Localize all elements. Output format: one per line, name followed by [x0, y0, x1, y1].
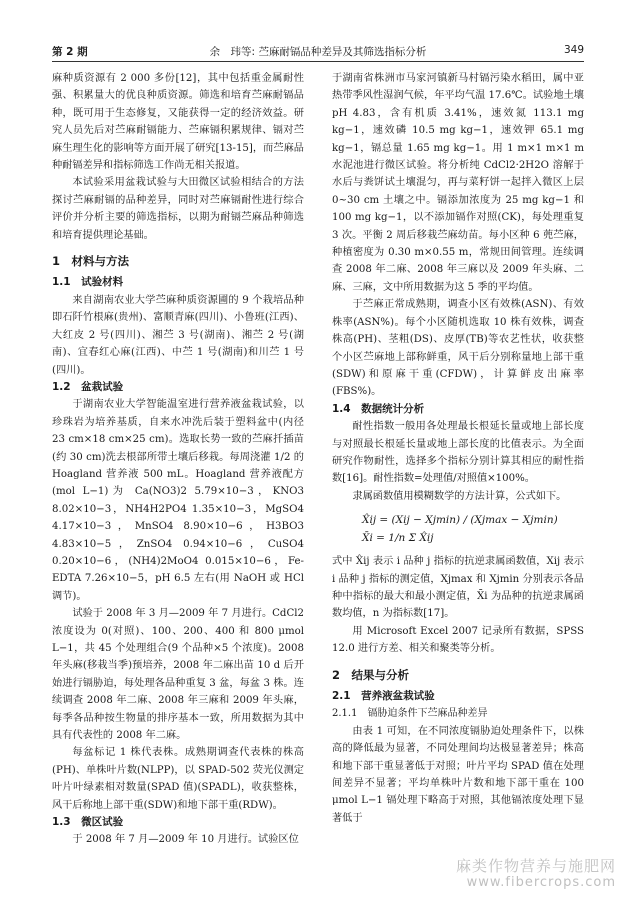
issue-label: 第 2 期 [52, 46, 88, 58]
membership-function-formula: X̂ij = (Xij − Xjmin) / (Xjmax − Xjmin) X̄i = 1/n Σ X̂ij [362, 514, 579, 545]
paragraph: 每盆标记 1 株代表株。成熟期调查代表株的株高(PH)、单株叶片数(NLPP)，以 SPAD-502 荧光仪测定叶片叶绿素相对数量(SPAD 值)(SPADL)，收获整株，风干后称地上部干重(SDW)和地下部干重(RDW)。 [52, 747, 304, 811]
paragraph: 麻种质资源有 2 000 多份[12]，其中包括重金属耐性强、积累量大的优良种质资源。筛选和培育苎麻耐镉品种，既可用于生态修复，又能获得一定的经济效益。研究人员先后对苎麻耐镉能力、苎麻镉积累规律、镉对苎麻生理生化的影响等方面开展了研究[13-15]，而苎麻品种耐镉差异和指标筛选工作尚无相关报道。 [52, 73, 304, 172]
paragraph: 隶属函数值用模糊数学的方法计算，公式如下。 [352, 490, 567, 502]
watermark-title: 麻类作物营养与施肥网 [455, 857, 616, 875]
paragraph: 来自湖南农业大学苎麻种质资源圃的 9 个栽培品种即石阡竹根麻(贵州)、富顺青麻(四川)、小鲁班(江西)、大红皮 2 号(四川)、湘苎 3 号(湖南)、湘苎 2 号(湖南)、宜春红心麻(江西)、中苎 1 号(湖南)和川苎 1 号(四川)。 [52, 294, 304, 376]
paragraph: 本试验采用盆栽试验与大田微区试验相结合的方法探讨苎麻耐镉的品种差异，同时对苎麻镉耐性进行综合评价并分析主要的筛选指标，以期为耐镉苎麻品种筛选和培育提供理论基础。 [52, 177, 304, 241]
subsection-heading: 1.2 盆栽试验 [52, 380, 124, 393]
subsection-heading: 2.1 营养液盆栽试验 [332, 690, 435, 702]
section-heading: 2 结果与分析 [332, 667, 410, 682]
paragraph: 由表 1 可知，在不同浓度镉胁迫处理条件下，以株高的降低最为显著，不同处理间均达极显著差异；株高和地下部干重显著低于对照；叶片平均 SPAD 值在处理间差异不显著；平均单株叶片数和地下部干重在 100 μmol L−1 镉处理下略高于对照，其他镉浓度处理下显著低于 [332, 725, 584, 824]
section-heading: 1 材料与方法 [52, 254, 130, 269]
right-column [332, 70, 584, 827]
paragraph: 用 Microsoft Excel 2007 记录所有数据，SPSS 12.0 进行方差、相关和聚类等分析。 [332, 625, 584, 655]
watermark-url: www.fibercrops.com [466, 875, 616, 890]
paragraph: 于湖南农业大学智能温室进行营养液盆栽试验，以珍珠岩为培养基质，自来水冲洗后装于塑料盆中(内径 23 cm×18 cm×25 cm)。选取长势一致的苎麻扦插苗(约 30 cm)洗去根部所带土壤后移栽。每周浇灌 1/2 的 Hoagland 营养液 500 mL。Hoagland 营养液配方(mol L−1)为 Ca(NO3)2 5.79×10−3，KNO3 8.02×10−3，NH4H2PO4 1.35×10−3，MgSO4 4.17×10−3，MnSO4 8.90×10−6，H3BO3 4.83×10−5，ZnSO4 0.94×10−6，CuSO4 0.20×10−6，(NH4)2MoO4 0.015×10−6，Fe-EDTA 7.26×10−5，pH 6.5 左右(用 NaOH 或 HCl 调节)。 [52, 399, 304, 602]
site-watermark [386, 857, 616, 893]
paragraph: 于湖南省株洲市马家河镇新马村镉污染水稻田，属中亚热带季风性湿润气候，年平均气温 17.6℃。试验地土壤 pH 4.83，含有机质 3.41%，速效氮 113.1 mg kg−1，速效磷 10.5 mg kg−1，速效钾 65.1 mg kg−1，镉总量 1.65 mg kg−1。用 1 m×1 m×1 m 水泥池进行微区试验。将分析纯 CdCl2·2H2O 溶解于水后与粪饼试土壤混匀，再与菜籽饼一起拌入微区上层 0~30 cm 土壤之中。镉添加浓度为 25 mg kg−1 和 100 mg kg−1，以不添加镉作对照(CK)，每处理重复 3 次。平衡 2 周后移栽苎麻幼苗。每小区种 6 蔸苎麻，种植密度为 0.30 m×0.55 m，常规田间管理。连续调查 2008 年二麻、2008 年三麻以及 2009 年头麻、二麻、三麻，文中所用数据为这 5 季的平均值。 [332, 73, 584, 293]
left-column [52, 70, 304, 849]
paragraph: 式中 X̂ij 表示 i 品种 j 指标的抗逆隶属函数值，Xij 表示 i 品种 j 指标的测定值，Xjmax 和 Xjmin 分别表示各品种中指标的最大和最小测定值，X̄i 为品种的抗逆隶属函数均值，n 为指标数[17]。 [332, 556, 584, 620]
paragraph: 耐性指数一般用各处理最长根延长量或地上部长度与对照最长根延长量或地上部长度的比值表示。为全面研究作物耐性，选择多个指标分别计算其相应的耐性指数[16]。耐性指数=处理值/对照值×100%。 [332, 421, 584, 485]
page-number: 349 [563, 44, 584, 56]
paragraph: 于 2008 年 7 月—2009 年 10 月进行。试验区位 [72, 834, 299, 846]
subsection-heading: 1.3 微区试验 [52, 816, 124, 829]
running-header [52, 44, 584, 60]
running-title: 余 玮等: 苎麻耐镉品种差异及其筛选指标分析 [209, 46, 427, 58]
subsection-heading: 1.4 数据统计分析 [332, 402, 425, 415]
paragraph: 于苎麻正常成熟期，调查小区有效株(ASN)、有效株率(ASN%)。每个小区随机选取 10 株有效株，调查株高(PH)、茎粗(DS)、皮厚(TB)等农艺性状，收获整个小区苎麻地上部称鲜重，风干后分别称量地上部干重(SDW)和原麻干重(CFDW)，计算鲜皮出麻率(FBS%)。 [332, 299, 584, 398]
subsection-heading: 1.1 试验材料 [52, 276, 124, 289]
subsubsection-heading: 2.1.1 镉胁迫条件下苎麻品种差异 [332, 708, 488, 720]
paragraph: 试验于 2008 年 3 月—2009 年 7 月进行。CdCl2 浓度设为 0(对照)、100、200、400 和 800 μmol L−1，共 45 个处理组合(9 个品种×5 个浓度)。2008 年头麻(移栽当季)预培养，2008 年二麻出苗 10 d 后开始进行镉胁迫，每处理各品种重复 3 盆，每盆 3 株。连续调查 2008 年二麻、2008 年三麻和 2009 年头麻，每季各品种按生物量的排序基本一致，所用数据为其中具有代表性的 2008 年二麻。 [52, 608, 304, 742]
header-rule [52, 61, 584, 62]
